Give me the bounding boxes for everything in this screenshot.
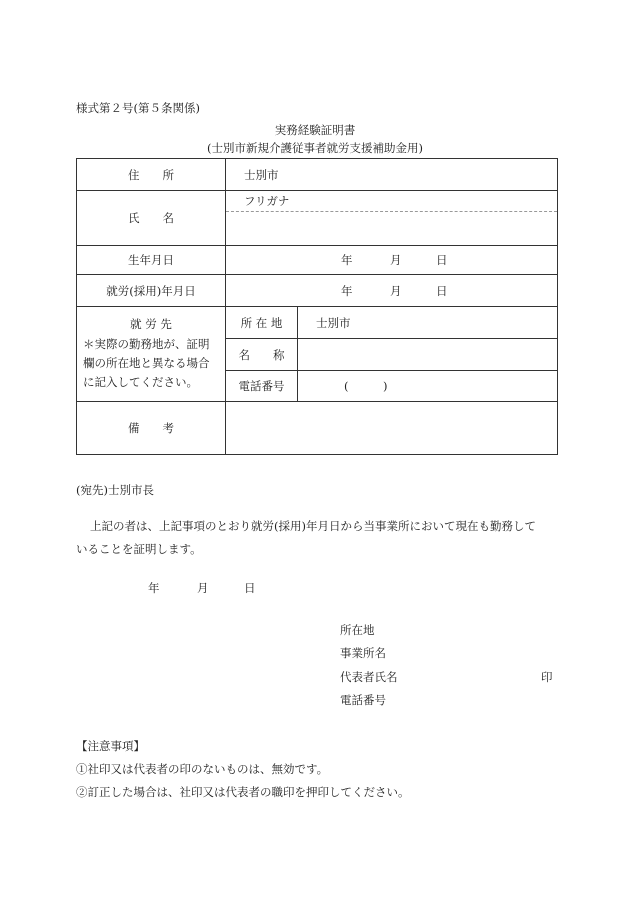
name-cell <box>226 191 558 246</box>
address-row <box>77 159 558 191</box>
phone-label: 電話番号 <box>226 371 298 402</box>
signer-location-label: 所在地 <box>340 623 375 637</box>
seal-mark: 印 <box>541 670 553 684</box>
workplace-label-cell <box>77 307 226 402</box>
birth-day-unit: 日 <box>436 253 448 267</box>
birth-month-unit: 月 <box>390 253 402 267</box>
workplace-location-row <box>77 307 558 339</box>
workplace-note: ＊実際の勤務地が、証明欄の所在地と異なる場合に記入してください。 <box>83 337 210 389</box>
remarks-row <box>77 402 558 455</box>
name-field[interactable] <box>226 212 557 245</box>
page-subtitle: (士別市新規介護従事者就労支援補助金用) <box>207 141 423 155</box>
remarks-label: 備 考 <box>77 402 226 455</box>
sign-date-year[interactable]: 年 <box>148 581 160 595</box>
signer-business-name-label: 事業所名 <box>340 646 386 660</box>
address-label: 住 所 <box>77 159 226 191</box>
employment-day-unit: 日 <box>436 283 448 298</box>
sign-date-month[interactable]: 月 <box>197 581 209 595</box>
certification-text-line1: 上記の者は、上記事項のとおり就労(採用)年月日から当事業所において現在も勤務して <box>90 519 536 533</box>
name-row <box>77 191 558 246</box>
location-field[interactable]: 士別市 <box>298 307 558 339</box>
company-name-label: 名 称 <box>226 339 298 371</box>
addressee: (宛先)士別市長 <box>76 483 154 497</box>
certificate-form-table <box>76 158 558 455</box>
employment-date-label: 就労(採用)年月日 <box>77 275 226 307</box>
employment-year-unit: 年 <box>341 283 353 298</box>
birth-year-unit: 年 <box>341 253 353 267</box>
birth-row <box>77 246 558 275</box>
sign-date-day[interactable]: 日 <box>244 581 256 595</box>
furigana-field[interactable]: フリガナ <box>226 191 557 212</box>
phone-field[interactable] <box>298 371 558 402</box>
certification-text-line2: いることを証明します。 <box>76 542 202 556</box>
employment-date-field[interactable] <box>226 275 558 307</box>
notes-heading: 【注意事項】 <box>76 739 145 753</box>
location-label: 所 在 地 <box>226 307 298 339</box>
page-title: 実務経験証明書 <box>274 123 356 137</box>
note-item-2: ②訂正した場合は、社印又は代表者の職印を押印してください。 <box>76 785 410 799</box>
employment-row <box>77 275 558 307</box>
signer-phone-label: 電話番号 <box>340 693 386 707</box>
note-item-1: ①社印又は代表者の印のないものは、無効です。 <box>76 762 329 776</box>
remarks-field[interactable] <box>226 402 558 455</box>
name-label: 氏 名 <box>77 191 226 246</box>
form-number: 様式第２号(第５条関係) <box>76 101 200 115</box>
birth-date-field[interactable] <box>226 246 558 275</box>
company-name-field[interactable] <box>298 339 558 371</box>
employment-month-unit: 月 <box>390 283 402 298</box>
address-field[interactable]: 士別市 <box>226 159 558 191</box>
signer-representative-label: 代表者氏名 <box>340 670 398 684</box>
phone-parens: ( ) <box>344 379 388 393</box>
workplace-label: 就 労 先 <box>130 317 172 331</box>
birth-label: 生年月日 <box>77 246 226 275</box>
